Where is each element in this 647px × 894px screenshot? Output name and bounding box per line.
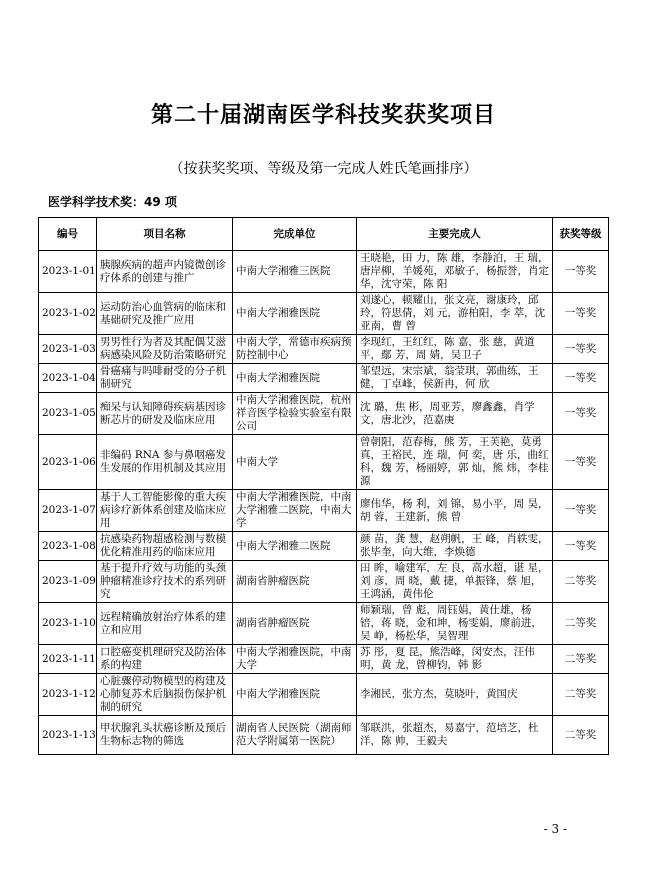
- row-grade: 二等奖: [553, 603, 609, 645]
- row-people: 曾朝阳，范春梅，熊 芳，王芙艳，莫勇真，王裕民，连 瑞，何 奕，唐 乐，曲红科，魏 芳，杨丽婷，郭 灿，熊 炜，李桂源: [357, 435, 553, 490]
- row-number: 2023-1-01: [39, 251, 97, 293]
- row-number: 2023-1-11: [39, 645, 97, 674]
- row-unit: 湖南省肿瘤医院: [233, 603, 357, 645]
- row-people: 刘遂心，顿耀山，张文亮，谢康玲，邱 玲，符思倩，刘 元，游柏阳，李 萃，沈亚南，曹 曾: [357, 293, 553, 335]
- row-grade: 一等奖: [553, 293, 609, 335]
- row-project-name: 骨癌痛与吗啡耐受的分子机制研究: [97, 364, 233, 393]
- row-number: 2023-1-07: [39, 490, 97, 532]
- row-grade: 二等奖: [553, 561, 609, 603]
- row-unit: 中南大学湘雅医院，中南大学: [233, 645, 357, 674]
- table-row: [39, 603, 609, 645]
- table-row: [39, 532, 609, 561]
- row-people: 田 眸，喻建军，左 良，高水超，谌 星，刘 彦，周 晓，戴 捷，单振锋，蔡 旭，王鸿涵，黄伟伦: [357, 561, 553, 603]
- header-project: 项目名称: [97, 218, 233, 251]
- table-header-row: [39, 218, 609, 251]
- row-unit: 中南大学，常德市疾病预防控制中心: [233, 335, 357, 364]
- row-grade: 一等奖: [553, 490, 609, 532]
- awards-table: [38, 217, 609, 755]
- row-number: 2023-1-06: [39, 435, 97, 490]
- row-unit: 中南大学湘雅医院，杭州祥音医学检验实验室有限公司: [233, 393, 357, 435]
- table-row: [39, 293, 609, 335]
- row-project-name: 基于人工智能影像的重大疾病诊疗新体系创建及临床应用: [97, 490, 233, 532]
- table-row: [39, 393, 609, 435]
- table-row: [39, 364, 609, 393]
- row-grade: 二等奖: [553, 674, 609, 716]
- row-unit: 中南大学湘雅医院，中南大学湘雅二医院，中南大学: [233, 490, 357, 532]
- table-row: [39, 490, 609, 532]
- row-number: 2023-1-04: [39, 364, 97, 393]
- row-project-name: 基于提升疗效与功能的头颈肿瘤精准诊疗技术的系列研究: [97, 561, 233, 603]
- row-project-name: 胰腺疾病的超声内镜微创诊疗体系的创建与推广: [97, 251, 233, 293]
- row-people: 李现红，王红红，陈 嘉，张 慈，黄道平，鄢 芳，周 婧，吴卫子: [357, 335, 553, 364]
- header-number: 编号: [39, 218, 97, 251]
- row-people: 苏 彤，夏 昆，熊浩峰，闵安杰，汪伟明，黄 龙，曾柳钧，韩 影: [357, 645, 553, 674]
- row-number: 2023-1-10: [39, 603, 97, 645]
- row-people: 廖伟华，杨 利，刘 锦，易小平，周 昊，胡 蓉，王建新，熊 曾: [357, 490, 553, 532]
- row-unit: 中南大学湘雅二医院: [233, 532, 357, 561]
- row-people: 李湘民，张方杰，莫晓叶，黄国庆: [357, 674, 553, 716]
- row-unit: 中南大学湘雅医院: [233, 364, 357, 393]
- row-grade: 一等奖: [553, 335, 609, 364]
- row-people: 沈 璐，焦 彬，周亚芳，廖鑫鑫，肖学文，唐北沙，范嘉庚: [357, 393, 553, 435]
- row-grade: 一等奖: [553, 364, 609, 393]
- row-grade: 一等奖: [553, 435, 609, 490]
- row-number: 2023-1-08: [39, 532, 97, 561]
- row-grade: 一等奖: [553, 251, 609, 293]
- table-row: [39, 674, 609, 716]
- row-people: 邹联洪，张超杰，易嘉宁，范培芝，杜 洋，陈 帅，王毅夫: [357, 716, 553, 755]
- table-row: [39, 561, 609, 603]
- row-unit: 中南大学: [233, 435, 357, 490]
- table-row: [39, 645, 609, 674]
- row-project-name: 痴呆与认知障碍疾病基因诊断芯片的研发及临床应用: [97, 393, 233, 435]
- row-project-name: 甲状腺乳头状癌诊断及预后生物标志物的筛选: [97, 716, 233, 755]
- table-row: [39, 335, 609, 364]
- row-people: 王晓艳，田 力，陈 雄，李静泊，王 瑞，唐岸柳，羊媛苑，邓敏子，杨振誉，肖定华，沈守荣，陈 阳: [357, 251, 553, 293]
- row-grade: 一等奖: [553, 393, 609, 435]
- page-subtitle: （按获奖奖项、等级及第一完成人姓氏笔画排序）: [169, 161, 478, 177]
- row-unit: 中南大学湘雅医院: [233, 674, 357, 716]
- header-unit: 完成单位: [233, 218, 357, 251]
- row-unit: 中南大学湘雅三医院: [233, 251, 357, 293]
- table-row: [39, 716, 609, 755]
- row-grade: 二等奖: [553, 716, 609, 755]
- row-number: 2023-1-05: [39, 393, 97, 435]
- row-number: 2023-1-13: [39, 716, 97, 755]
- row-number: 2023-1-09: [39, 561, 97, 603]
- header-people: 主要完成人: [357, 218, 553, 251]
- row-grade: 一等奖: [553, 532, 609, 561]
- row-project-name: 远程精确放射治疗体系的建立和应用: [97, 603, 233, 645]
- row-unit: 湖南省人民医院（湖南师范大学附属第一医院）: [233, 716, 357, 755]
- row-project-name: 心脏骤停动物模型的构建及心肺复苏术后脑损伤保护机制的研究: [97, 674, 233, 716]
- row-project-name: 非编码 RNA 参与鼻咽癌发生发展的作用机制及其应用: [97, 435, 233, 490]
- row-people: 邹望远，宋宗斌，翁莹琪，郭曲练，王 健，丁卓峰，侯新冉，何 欣: [357, 364, 553, 393]
- table-row: [39, 435, 609, 490]
- row-project-name: 男男性行为者及其配偶艾滋病感染风险及防治策略研究: [97, 335, 233, 364]
- header-grade: 获奖等级: [553, 218, 609, 251]
- page-title: 第二十届湖南医学科技奖获奖项目: [150, 102, 496, 128]
- row-unit: 湖南省肿瘤医院: [233, 561, 357, 603]
- row-grade: 二等奖: [553, 645, 609, 674]
- row-project-name: 运动防治心血管病的临床和基础研究及推广应用: [97, 293, 233, 335]
- row-project-name: 抗感染药物超感检测与数模优化精准用药的临床应用: [97, 532, 233, 561]
- row-number: 2023-1-12: [39, 674, 97, 716]
- row-people: 师颖瑞，曾 彪，周钰娟，黄仕雄，杨 锫，蒋 晓，金和坤，杨雯娟，廖前进，吴 峥，杨松华，吴智理: [357, 603, 553, 645]
- page-number: - 3 -: [543, 822, 567, 836]
- row-number: 2023-1-03: [39, 335, 97, 364]
- row-unit: 中南大学湘雅医院: [233, 293, 357, 335]
- table-row: [39, 251, 609, 293]
- section-label: 医学科学技术奖：49 项: [48, 195, 177, 209]
- row-people: 颜 苗，龚 慧，赵朔帆，王 峰，肖轶雯，张毕奎，向大维，李焕德: [357, 532, 553, 561]
- row-project-name: 口腔癌变机理研究及防治体系的构建: [97, 645, 233, 674]
- row-number: 2023-1-02: [39, 293, 97, 335]
